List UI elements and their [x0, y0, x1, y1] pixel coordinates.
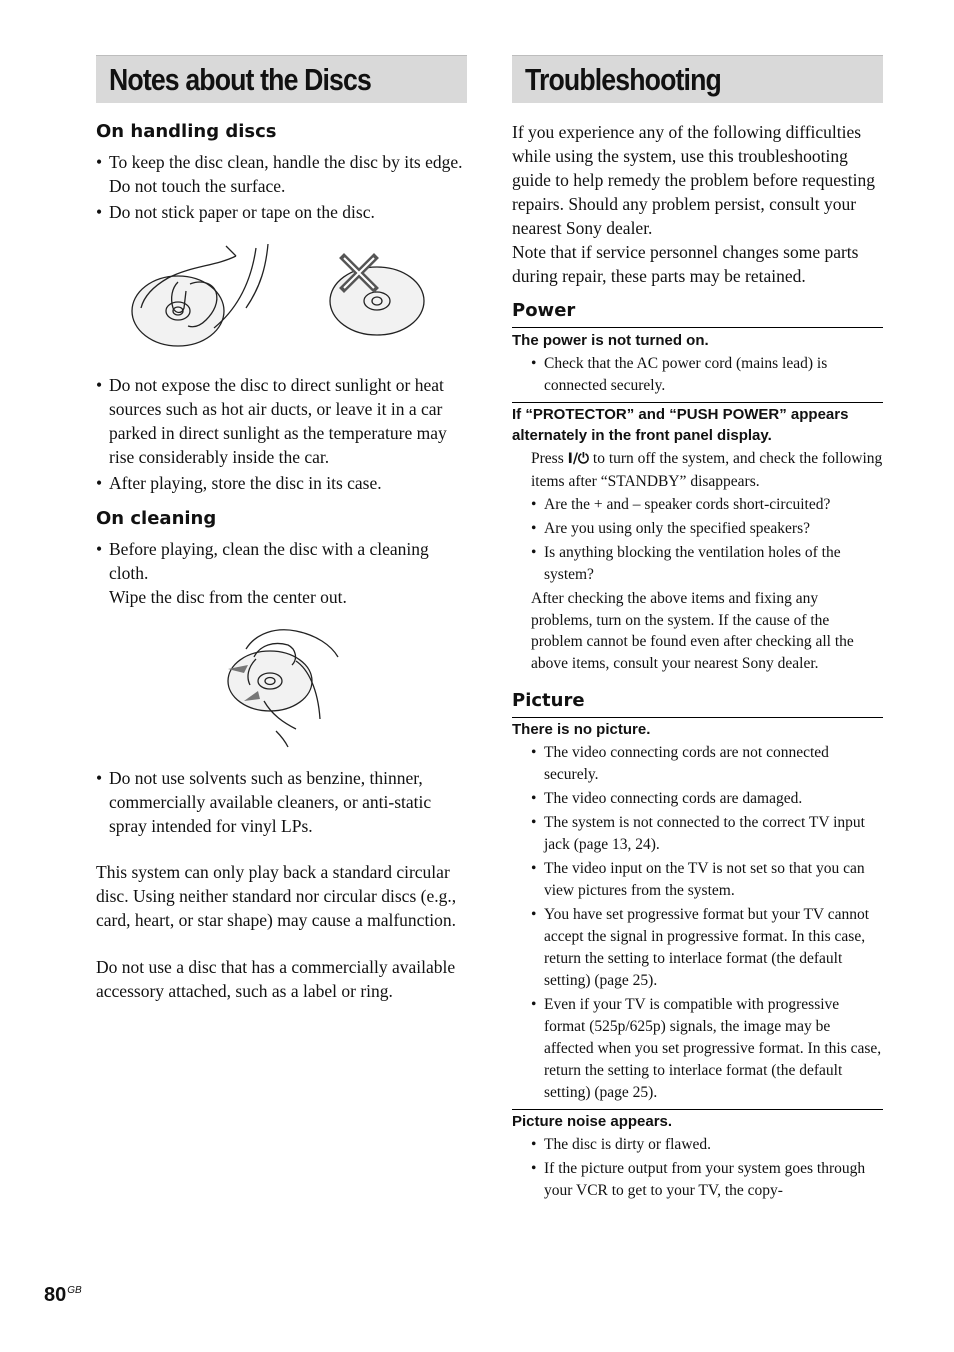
page-number-value: 80 — [44, 1284, 67, 1306]
issue-heading: Picture noise appears. — [512, 1113, 673, 1130]
issue-list — [512, 353, 883, 397]
list-item: • Do not stick paper or tape on the disc. — [96, 200, 467, 224]
page-number — [44, 1284, 82, 1307]
list-item: • Is anything blocking the ventilation holes of the system? — [531, 542, 883, 586]
left-column — [96, 55, 467, 1003]
list-item: • The disc is dirty or flawed. — [531, 1134, 883, 1156]
list-item: • Are the + and – speaker cords short-circuited? — [531, 494, 883, 516]
power-heading: Power — [512, 300, 576, 321]
disc-handling-illustration — [96, 236, 467, 361]
cleaning-heading: On cleaning — [96, 508, 217, 529]
divider — [512, 1109, 883, 1110]
list-item: • The video connecting cords are damaged. — [531, 788, 883, 810]
list-item — [96, 537, 467, 609]
power-icon: I/⏻ — [567, 451, 590, 467]
issue-heading: There is no picture. — [512, 721, 651, 738]
list-item: • After playing, store the disc in its case. — [96, 471, 467, 495]
issue-list — [512, 494, 883, 586]
section-title: Troubleshooting — [525, 62, 721, 97]
handling-list — [96, 150, 467, 224]
list-item: • The video connecting cords are not connected securely. — [531, 742, 883, 786]
list-item: • Even if your TV is compatible with progressive format (525p/625p) signals, the image may be affected when you set progressive format. In this case, return the setting to interlace format (the default setting) (page 25). — [531, 994, 883, 1104]
storage-list — [96, 373, 467, 495]
list-item: • You have set progressive format but your TV cannot accept the signal in progressive format. In this case, return the setting to interlace format (the default setting) (page 25). — [531, 904, 883, 992]
picture-heading: Picture — [512, 690, 585, 711]
list-item: • Do not use solvents such as benzine, thinner, commercially available cleaners, or anti-static spray intended for vinyl LPs. — [96, 766, 467, 838]
cleaning-line-2: Wipe the disc from the center out. — [109, 587, 347, 607]
press-label: Press — [531, 450, 564, 467]
divider — [512, 402, 883, 403]
cleaning-line-1: Before playing, clean the disc with a cleaning cloth. — [109, 539, 429, 583]
paragraph: Do not use a disc that has a commercially available accessory attached, such as a label or ring. — [96, 957, 456, 1001]
issue-instruction — [512, 448, 883, 492]
list-item: • Are you using only the specified speakers? — [531, 518, 883, 540]
page-suffix: GB — [67, 1285, 82, 1296]
divider — [512, 717, 883, 718]
section-title-bar — [512, 55, 883, 103]
list-item: • The system is not connected to the correct TV input jack (page 13, 24). — [531, 812, 883, 856]
handling-heading: On handling discs — [96, 121, 277, 142]
intro-paragraph: If you experience any of the following difficulties while using the system, use this troubleshooting guide to help remedy the problem before requesting repairs. Should any problem persist, consult your nearest Sony dealer. — [512, 122, 876, 238]
paragraph: This system can only play back a standard circular disc. Using neither standard nor circular discs (e.g., card, heart, or star shape) may cause a malfunction. — [96, 862, 457, 930]
issue-list — [512, 1134, 883, 1202]
issue-heading: The power is not turned on. — [512, 332, 709, 349]
section-title-bar — [96, 55, 467, 103]
issue-heading: If “PROTECTOR” and “PUSH POWER” appears alternately in the front panel display. — [512, 406, 849, 444]
list-item: • To keep the disc clean, handle the disc by its edge. Do not touch the surface. — [96, 150, 467, 198]
issue-list — [512, 742, 883, 1104]
intro-paragraph: Note that if service personnel changes some parts during repair, these parts may be retained. — [512, 242, 859, 286]
list-item: • Do not expose the disc to direct sunlight or heat sources such as hot air ducts, or leave it in a car parked in direct sunlight as the temperature may rise considerably inside the car. — [96, 373, 467, 469]
issue-note: After checking the above items and fixing any problems, turn on the system. If the cause of the problem cannot be found even after checking all the above items, consult your nearest Sony dealer. — [531, 590, 854, 672]
right-column — [512, 55, 883, 1204]
solvent-list — [96, 766, 467, 838]
list-item: • If the picture output from your system goes through your VCR to get to your TV, the copy- — [531, 1158, 883, 1202]
cleaning-list — [96, 537, 467, 609]
disc-cleaning-illustration — [96, 619, 467, 749]
list-item: • The video input on the TV is not set so that you can view pictures from the system. — [531, 858, 883, 902]
divider — [512, 327, 883, 328]
section-title: Notes about the Discs — [109, 62, 371, 97]
list-item: • Check that the AC power cord (mains lead) is connected securely. — [531, 353, 883, 397]
instruction-text: to turn off the system, and check the following items after “STANDBY” disappears. — [531, 450, 883, 490]
